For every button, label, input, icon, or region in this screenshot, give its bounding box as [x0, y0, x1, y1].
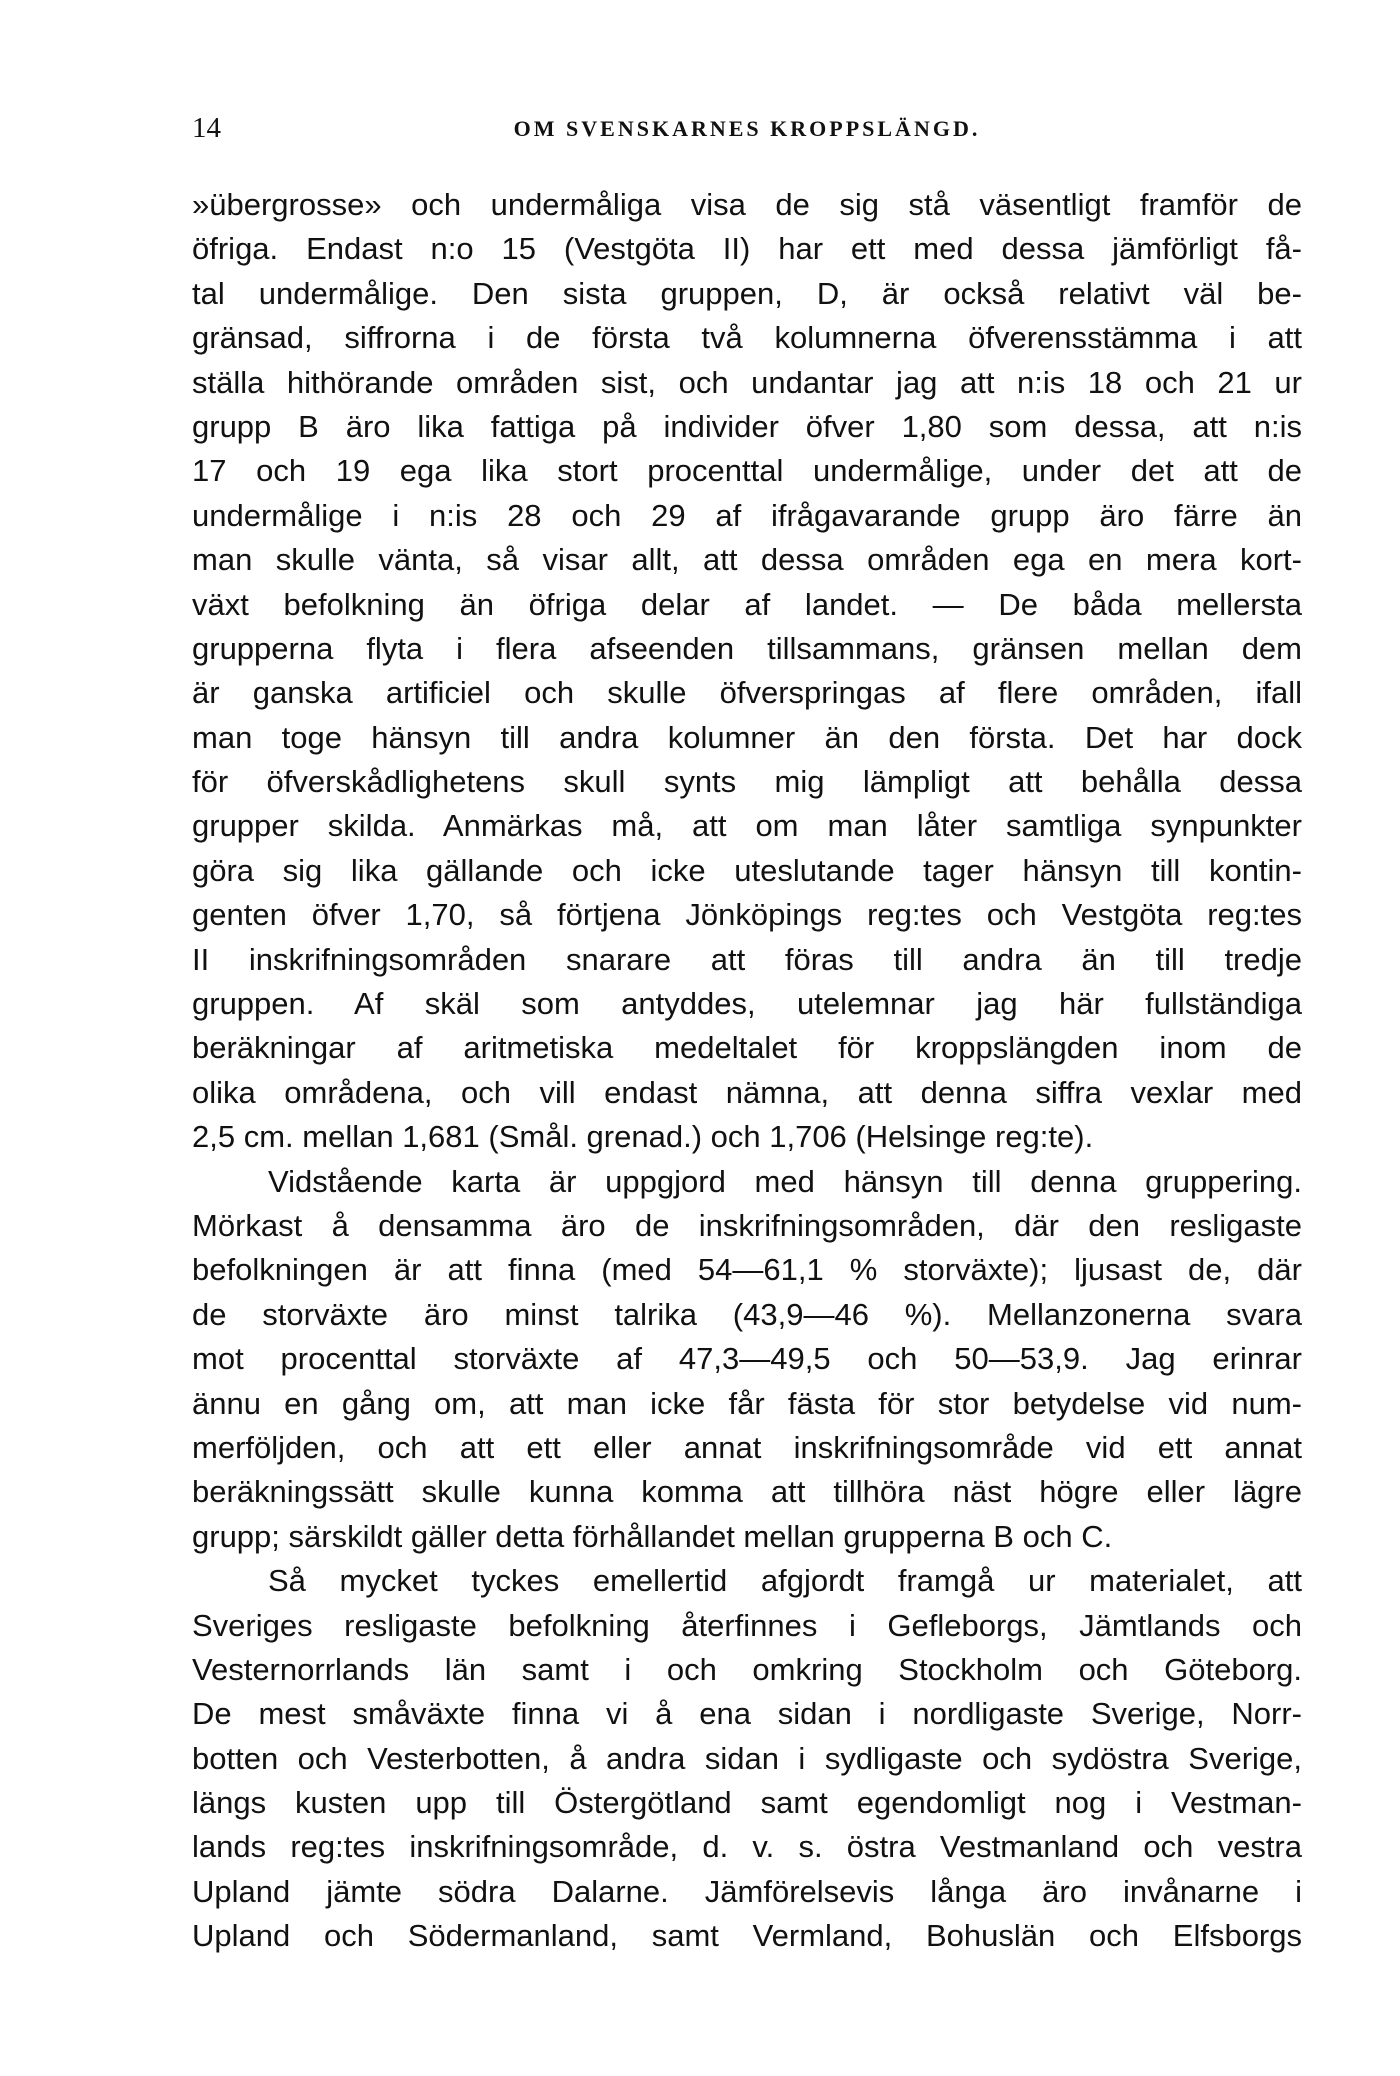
text-line: öfriga. Endast n:o 15 (Vestgöta II) har ett med dessa jämförligt få-: [192, 231, 1302, 267]
text-line: grupp B äro lika fattiga på individer öfver 1,80 som dessa, att n:is: [192, 408, 1302, 444]
text-line: merföljden, och att ett eller annat inskrifningsområde vid ett annat: [192, 1429, 1302, 1465]
text-line: Sveriges resligaste befolkning återfinnes i Gefleborgs, Jämtlands och: [192, 1607, 1302, 1643]
text-line: undermålige i n:is 28 och 29 af ifrågavarande grupp äro färre än: [192, 497, 1302, 533]
text-line: för öfverskådlighetens skull synts mig lämpligt att behålla dessa: [192, 764, 1302, 800]
text-line: man toge hänsyn till andra kolumner än den första. Det har dock: [192, 719, 1302, 755]
text-line: är ganska artificiel och skulle öfverspringas af flere områden, ifall: [192, 675, 1302, 711]
text-line: 17 och 19 ega lika stort procenttal undermålige, under det att de: [192, 453, 1302, 489]
text-line: botten och Vesterbotten, å andra sidan i sydligaste och sydöstra Sverige,: [192, 1740, 1302, 1776]
text-line: Vidstående karta är uppgjord med hänsyn till denna gruppering.: [268, 1163, 1302, 1199]
page-number: 14: [192, 112, 221, 144]
text-line: grupper skilda. Anmärkas må, att om man låter samtliga synpunkter: [192, 808, 1302, 844]
text-line: ännu en gång om, att man icke får fästa för stor betydelse vid num-: [192, 1385, 1302, 1421]
text-line: De mest småväxte finna vi å ena sidan i nordligaste Sverige, Norr-: [192, 1696, 1302, 1732]
text-line: Så mycket tyckes emellertid afgjordt framgå ur materialet, att: [268, 1563, 1302, 1599]
text-line: gränsad, siffrorna i de första två kolumnerna öfverensstämma i att: [192, 320, 1302, 356]
text-line: Mörkast å densamma äro de inskrifningsområden, där den resligaste: [192, 1207, 1302, 1243]
text-line: gruppen. Af skäl som antyddes, utelemnar jag här fullständiga: [192, 986, 1302, 1022]
text-line: Upland och Södermanland, samt Vermland, Bohuslän och Elfsborgs: [192, 1918, 1302, 1954]
text-line: beräkningar af aritmetiska medeltalet för kroppslängden inom de: [192, 1030, 1302, 1066]
text-line: befolkningen är att finna (med 54—61,1 % storväxte); ljusast de, där: [192, 1252, 1302, 1288]
text-line: tal undermålige. Den sista gruppen, D, är också relativt väl be-: [192, 275, 1302, 311]
text-line: längs kusten upp till Östergötland samt egendomligt nog i Vestman-: [192, 1785, 1302, 1821]
text-line: grupperna flyta i flera afseenden tillsammans, gränsen mellan dem: [192, 630, 1302, 666]
text-line: II inskrifningsområden snarare att föras till andra än till tredje: [192, 941, 1302, 977]
text-line: de storväxte äro minst talrika (43,9—46 %). Mellanzonerna svara: [192, 1296, 1302, 1332]
running-title: OM SVENSKARNES KROPPSLÄNGD.: [513, 116, 981, 141]
text-line: mot procenttal storväxte af 47,3—49,5 och 50—53,9. Jag erinrar: [192, 1341, 1302, 1377]
text-line: 2,5 cm. mellan 1,681 (Smål. grenad.) och 1,706 (Helsinge reg:te).: [192, 1119, 1094, 1155]
text-line: genten öfver 1,70, så förtjena Jönköpings reg:tes och Vestgöta reg:tes: [192, 897, 1302, 933]
text-line: Upland jämte södra Dalarne. Jämförelsevis långa äro invånarne i: [192, 1873, 1302, 1909]
text-line: man skulle vänta, så visar allt, att dessa områden ega en mera kort-: [192, 542, 1302, 578]
text-line: beräkningssätt skulle kunna komma att tillhöra näst högre eller lägre: [192, 1474, 1302, 1510]
text-line: olika områdena, och vill endast nämna, att denna siffra vexlar med: [192, 1074, 1302, 1110]
text-line: växt befolkning än öfriga delar af landet. — De båda mellersta: [192, 586, 1302, 622]
page-header: [192, 112, 1302, 152]
text-line: göra sig lika gällande och icke uteslutande tager hänsyn till kontin-: [192, 852, 1302, 888]
text-line: Vesternorrlands län samt i och omkring Stockholm och Göteborg.: [192, 1651, 1302, 1687]
text-line: ställa hithörande områden sist, och undantar jag att n:is 18 och 21 ur: [192, 364, 1302, 400]
text-line: grupp; särskildt gäller detta förhållandet mellan grupperna B och C.: [192, 1518, 1113, 1554]
body-text: [192, 183, 1302, 1959]
text-line: lands reg:tes inskrifningsområde, d. v. s. östra Vestmanland och vestra: [192, 1829, 1302, 1865]
text-line: »übergrosse» och undermåliga visa de sig stå väsentligt framför de: [192, 187, 1302, 222]
